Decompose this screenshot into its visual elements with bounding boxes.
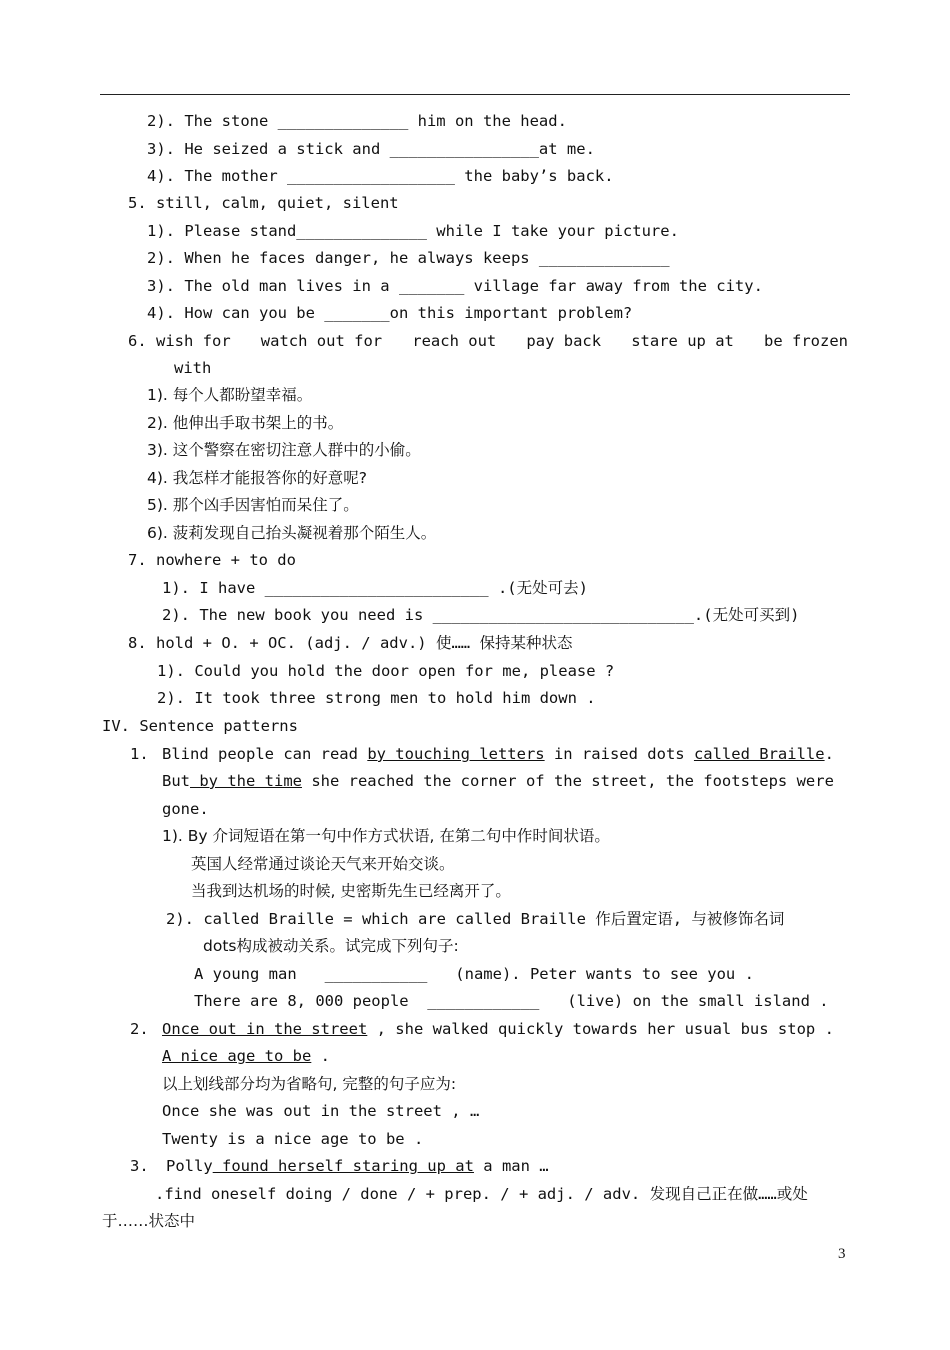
note-line: 1). By 介词短语在第一句中作方式状语, 在第二句中作时间状语。 bbox=[162, 827, 610, 845]
underlined-phrase: called Braille bbox=[693, 745, 825, 763]
pattern-number: 1. bbox=[130, 745, 149, 763]
phrase: watch out for bbox=[260, 332, 383, 350]
underlined-phrase: by touching letters bbox=[367, 745, 545, 763]
pattern-number: 3. bbox=[130, 1157, 149, 1175]
exercise-line: A young man ___________ (name). Peter wants to see you . bbox=[194, 965, 754, 983]
translation-line: 2). 他伸出手取书架上的书。 bbox=[147, 414, 344, 432]
pattern-sentence: But by the time she reached the corner of the street, the footsteps were bbox=[162, 772, 834, 790]
note-line: 以上划线部分均为省略句, 完整的句子应为: bbox=[162, 1075, 457, 1093]
phrase: stare up at bbox=[631, 332, 734, 350]
section-heading: IV. Sentence patterns bbox=[102, 717, 298, 735]
underlined-phrase: A nice age to be bbox=[162, 1047, 312, 1065]
translation-line: 3). 这个警察在密切注意人群中的小偷。 bbox=[147, 441, 421, 459]
exercise-line: 4). The mother __________________ the baby’s back. bbox=[147, 167, 614, 185]
exercise-line: 2). When he faces danger, he always keeps ______________ bbox=[147, 249, 670, 267]
exercise-line: 2). The new book you need is ____________________________.(无处可买到) bbox=[162, 606, 800, 624]
exercise-line: 3). He seized a stick and ________________at me. bbox=[147, 140, 595, 158]
underlined-phrase: found herself staring up at bbox=[212, 1157, 474, 1175]
note-line: dots构成被动关系。试完成下列句子: bbox=[203, 937, 459, 955]
translation-line: 4). 我怎样才能报答你的好意呢? bbox=[147, 469, 367, 487]
pattern-sentence: A nice age to be . bbox=[162, 1047, 330, 1065]
pattern-sentence: Polly found herself staring up at a man … bbox=[166, 1157, 549, 1175]
exercise-line: 2). The stone ______________ him on the head. bbox=[147, 112, 567, 130]
translation-line: 当我到达机场的时候, 史密斯先生已经离开了。 bbox=[191, 882, 511, 900]
translation-line: 5). 那个凶手因害怕而呆住了。 bbox=[147, 496, 359, 514]
note-line: .find oneself doing / done / + prep. / + adj. / adv. 发现自己正在做……或处 bbox=[155, 1185, 808, 1203]
example-line: 1). Could you hold the door open for me, please ? bbox=[157, 662, 615, 680]
item-heading: 7. nowhere + to do bbox=[128, 551, 296, 569]
exercise-line: 3). The old man lives in a _______ village far away from the city. bbox=[147, 277, 763, 295]
pattern-sentence: Blind people can read by touching letters in raised dots called Braille. bbox=[162, 745, 834, 763]
phrase: be frozen bbox=[764, 332, 848, 350]
note-line: 2). called Braille = which are called Braille 作后置定语, 与被修饰名词 bbox=[166, 910, 785, 928]
translation-line: 英国人经常通过谈论天气来开始交谈。 bbox=[191, 855, 455, 873]
pattern-sentence: gone. bbox=[162, 800, 209, 818]
translation-line: 1). 每个人都盼望幸福。 bbox=[147, 386, 313, 404]
underlined-phrase: Once out in the street bbox=[162, 1020, 368, 1038]
phrase-continuation: with bbox=[174, 359, 212, 377]
pattern-number: 2. bbox=[130, 1020, 149, 1038]
phrase: pay back bbox=[526, 332, 602, 350]
example-line: 2). It took three strong men to hold him down . bbox=[157, 689, 596, 707]
example-line: Twenty is a nice age to be . bbox=[162, 1130, 424, 1148]
pattern-sentence: Once out in the street , she walked quickly towards her usual bus stop . bbox=[162, 1020, 834, 1038]
translation-line: 6). 菠莉发现自己抬头凝视着那个陌生人。 bbox=[147, 524, 437, 542]
header-rule bbox=[100, 94, 850, 95]
phrase-list bbox=[128, 331, 848, 351]
exercise-line: 1). I have ________________________ .(无处可去) bbox=[162, 579, 588, 597]
exercise-line: 4). How can you be _______on this important problem? bbox=[147, 304, 633, 322]
item-heading: 5. still, calm, quiet, silent bbox=[128, 194, 399, 212]
underlined-phrase: by the time bbox=[190, 772, 302, 790]
exercise-line: There are 8, 000 people ____________ (live) on the small island . bbox=[194, 992, 829, 1010]
phrase: reach out bbox=[412, 332, 497, 350]
exercise-line: 1). Please stand______________ while I take your picture. bbox=[147, 222, 679, 240]
item-heading: 8. hold + O. + OC. (adj. / adv.) 使…… 保持某种状态 bbox=[128, 634, 573, 652]
phrase: 6. wish for bbox=[128, 332, 231, 350]
note-line: 于……状态中 bbox=[102, 1212, 196, 1230]
page-number: 3 bbox=[838, 1246, 846, 1262]
example-line: Once she was out in the street , … bbox=[162, 1102, 480, 1120]
